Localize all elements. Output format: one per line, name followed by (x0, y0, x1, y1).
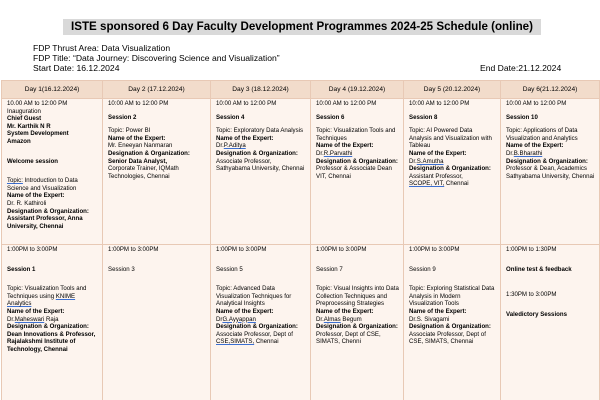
session-time: 10:00 AM to 12:00 PM (216, 100, 277, 107)
session-time: 1:00PM to 3:00PM (216, 246, 267, 253)
chief-guest-name: Mr. Karthik N R (7, 122, 51, 130)
expert-label: Name of the Expert: (316, 307, 374, 315)
designation-label: Designation & Organization: (108, 149, 190, 157)
session-label: Session 2 (108, 113, 137, 121)
expert-name-link[interactable]: G.Ayyappan (222, 315, 256, 323)
expert-name (409, 158, 496, 166)
expert-name-link[interactable]: P.Aditya (223, 142, 246, 150)
expert-organization: Corporate Trainer, IQMath Technologies, Chennai (108, 165, 179, 180)
session-topic: Topic: Visualization Tools and Techniques (316, 127, 396, 142)
day-header: Day 6(21.12.2024) (501, 81, 600, 99)
expert-name (216, 316, 306, 324)
session-topic (7, 177, 98, 192)
expert-prefix: Dr. (216, 142, 224, 150)
expert-label: Name of the Expert: (216, 134, 274, 142)
expert-prefix: Dr. (506, 149, 514, 157)
session-cell (311, 245, 404, 400)
afternoon-row (2, 245, 600, 400)
designation-label: Designation & Organization: (316, 323, 398, 331)
expert-surname: Begum (340, 315, 362, 323)
welcome-session: Welcome session (7, 157, 59, 165)
session-time: 10:00 AM to 12:00 PM (506, 100, 567, 107)
session-label: Session 10 (506, 113, 538, 121)
expert-label: Name of the Expert: (108, 134, 166, 142)
expert-role: Senior Data Analyst, (108, 157, 168, 165)
expert-name (7, 316, 98, 324)
expert-name (216, 142, 306, 150)
end-date: End Date:21.12.2024 (480, 63, 562, 73)
org-link[interactable]: SCOPE, VIT, (409, 180, 445, 188)
expert-label: Name of the Expert: (7, 307, 65, 315)
expert-organization-2 (216, 338, 306, 346)
session-cell (404, 99, 501, 245)
expert-organization: Professor, Dept of CSE, SIMATS, Chenni (316, 330, 381, 346)
session-topic: Topic: Applications of Data Visualization and Analytics (506, 127, 578, 142)
session-cell (2, 245, 103, 400)
session-label: Session 1 (7, 265, 36, 273)
session-cell (311, 99, 404, 245)
expert-label: Name of the Expert: (216, 307, 274, 315)
day-header-row (2, 81, 600, 99)
expert-label: Name of the Expert: (316, 142, 374, 150)
expert-prefix: Dr (216, 315, 223, 323)
session-cell (211, 245, 311, 400)
designation-label: Designation & Organization: (216, 149, 298, 157)
expert-organization: Assistant Professor, Anna University, Chennai (7, 215, 83, 230)
session-time: 10:00 AM to 12:00 PM (409, 100, 470, 107)
expert-prefix: Dr. (7, 315, 15, 323)
session-time: 10:00 AM to 12:00 PM (108, 100, 169, 107)
morning-row (2, 99, 600, 245)
session-time: 1:30PM to 3:00PM (506, 291, 557, 299)
session-topic: Topic: Exploratory Data Analysis (216, 127, 304, 135)
expert-prefix: Dr. (316, 315, 324, 323)
topic-link[interactable]: KNIME Analytics (7, 292, 76, 308)
start-date: Start Date: 16.12.2024 (33, 63, 120, 73)
expert-name-link[interactable]: B.Bharathi (513, 149, 543, 157)
expert-name: Dr.S. Sivagami (409, 315, 450, 323)
session-time: 1:00PM to 3:00PM (316, 246, 367, 253)
session-label: Session 5 (216, 265, 243, 273)
session-topic (7, 285, 98, 308)
expert-name: Dr. R. Kathiroli (7, 199, 47, 207)
session-time: 1:00PM to 3:00PM (7, 246, 58, 253)
session-time: 1:00PM to 1:30PM (506, 246, 557, 253)
session-cell (103, 245, 211, 400)
expert-name (316, 150, 399, 158)
expert-prefix: Dr. (409, 157, 417, 165)
session-label: Session 8 (409, 113, 438, 121)
session-topic: Topic: AI Powered Data Analysis and Visualization with Tableau (409, 127, 492, 150)
session-cell (103, 99, 211, 245)
online-test-feedback: Online test & feedback (506, 265, 572, 273)
expert-name (316, 316, 399, 324)
session-time: 1:00PM to 3:00PM (409, 246, 460, 253)
expert-name: Mr. Eneeyan Nanmaran (108, 142, 173, 150)
session-topic: Topic: Exploring Statistical Data Analysis in Modern Visualization Tools (409, 285, 495, 308)
expert-surname: Raja (44, 315, 59, 323)
day-header: Day 2 (17.12.2024) (103, 81, 211, 99)
session-time: 1:00PM to 3:00PM (108, 246, 159, 253)
designation-label: Designation & Organization: (7, 323, 89, 331)
topic-text: Introduction to Data Science and Visualization (7, 177, 78, 192)
topic-key: Topic: (7, 177, 23, 185)
session-cell (501, 245, 600, 400)
session-cell (2, 99, 103, 245)
expert-organization: Associate Professor, Sathyabama University, Chennai (216, 157, 305, 173)
expert-organization: Professor & Dean, Academics Sathyabama University, Chennai (506, 165, 595, 180)
day-header: Day 3 (18.12.2024) (211, 81, 311, 99)
org-rest: Chennai (254, 338, 279, 346)
expert-label: Name of the Expert: (506, 142, 564, 150)
chief-guest-org: Amazon (7, 137, 31, 145)
session-topic: Topic: Advanced Data Visualization Techniques for Analytical Insights (216, 285, 292, 308)
expert-label: Name of the Expert: (409, 149, 467, 157)
session-time: 10.00 AM to 12:00 PM (7, 100, 68, 107)
session-label: Session 7 (316, 265, 343, 273)
expert-name-link[interactable]: S.Amutha (416, 157, 444, 165)
valedictory-session: Valedictory Sessions (506, 310, 567, 318)
session-label: Session 4 (216, 113, 245, 121)
day-header: Day 1(16.12.2024) (2, 81, 103, 99)
topic-text: Topic: Visualization Tools and Techniques using (7, 285, 87, 300)
session-label: Session 9 (409, 265, 436, 273)
designation-label: Designation & Organization: (316, 157, 398, 165)
inauguration-label: Inauguration (7, 107, 41, 115)
org-rest: Chennai (444, 180, 469, 188)
chief-guest-label: Chief Guest (7, 115, 42, 123)
designation-label: Designation & Organization: (7, 207, 89, 215)
session-cell (211, 99, 311, 245)
expert-name-link[interactable]: R.Parvathi (323, 149, 353, 157)
expert-prefix: Dr. (316, 149, 324, 157)
designation-label: Designation & Organization: (506, 157, 588, 165)
expert-organization-2 (409, 180, 496, 188)
expert-organization: Assistant Professor, (409, 172, 463, 180)
session-label: Session 3 (108, 265, 135, 273)
session-topic: Topic: Power BI (108, 127, 151, 135)
schedule-table (1, 80, 600, 400)
designation-label: Designation & Organization: (409, 165, 491, 173)
org-link[interactable]: CSE,SIMATS, (216, 338, 255, 346)
fdp-title: FDP Title: “Data Journey: Discovering Science and Visualization” (33, 53, 280, 63)
day-header: Day 5 (20.12.2024) (404, 81, 501, 99)
session-time: 10:00 AM to 12:00 PM (316, 100, 377, 107)
thrust-area: FDP Thrust Area: Data Visualization (33, 43, 171, 53)
chief-guest-role: System Development (7, 130, 69, 138)
expert-name-link[interactable]: Almas (323, 315, 341, 323)
expert-name-link[interactable]: Maheswari (14, 315, 45, 323)
expert-organization: Associate Professor, Dept of (216, 330, 293, 338)
session-cell (404, 245, 501, 400)
designation-label: Designation & Organization: (409, 323, 491, 331)
expert-organization: Professor & Associate Dean VIT, Chennai (316, 165, 392, 180)
expert-label: Name of the Expert: (409, 307, 467, 315)
expert-name (506, 150, 595, 158)
expert-label: Name of the Expert: (7, 192, 65, 200)
session-label: Session 6 (316, 113, 345, 121)
session-topic: Topic: Visual Insights into Data Collection Techniques and Preprocessing Strategies (316, 285, 399, 308)
expert-organization: Dean Innovations & Professor, Rajalakshmi Institute of Technology, Chennai (7, 330, 96, 353)
expert-organization: Associate Professor, Dept of CSE, SIMATS, Chennai (409, 330, 486, 346)
session-cell (501, 99, 600, 245)
day-header: Day 4 (19.12.2024) (311, 81, 404, 99)
page-title: ISTE sponsored 6 Day Faculty Development Programmes 2024-25 Schedule (online) (63, 19, 541, 35)
designation-label: Designation & Organization: (216, 323, 298, 331)
